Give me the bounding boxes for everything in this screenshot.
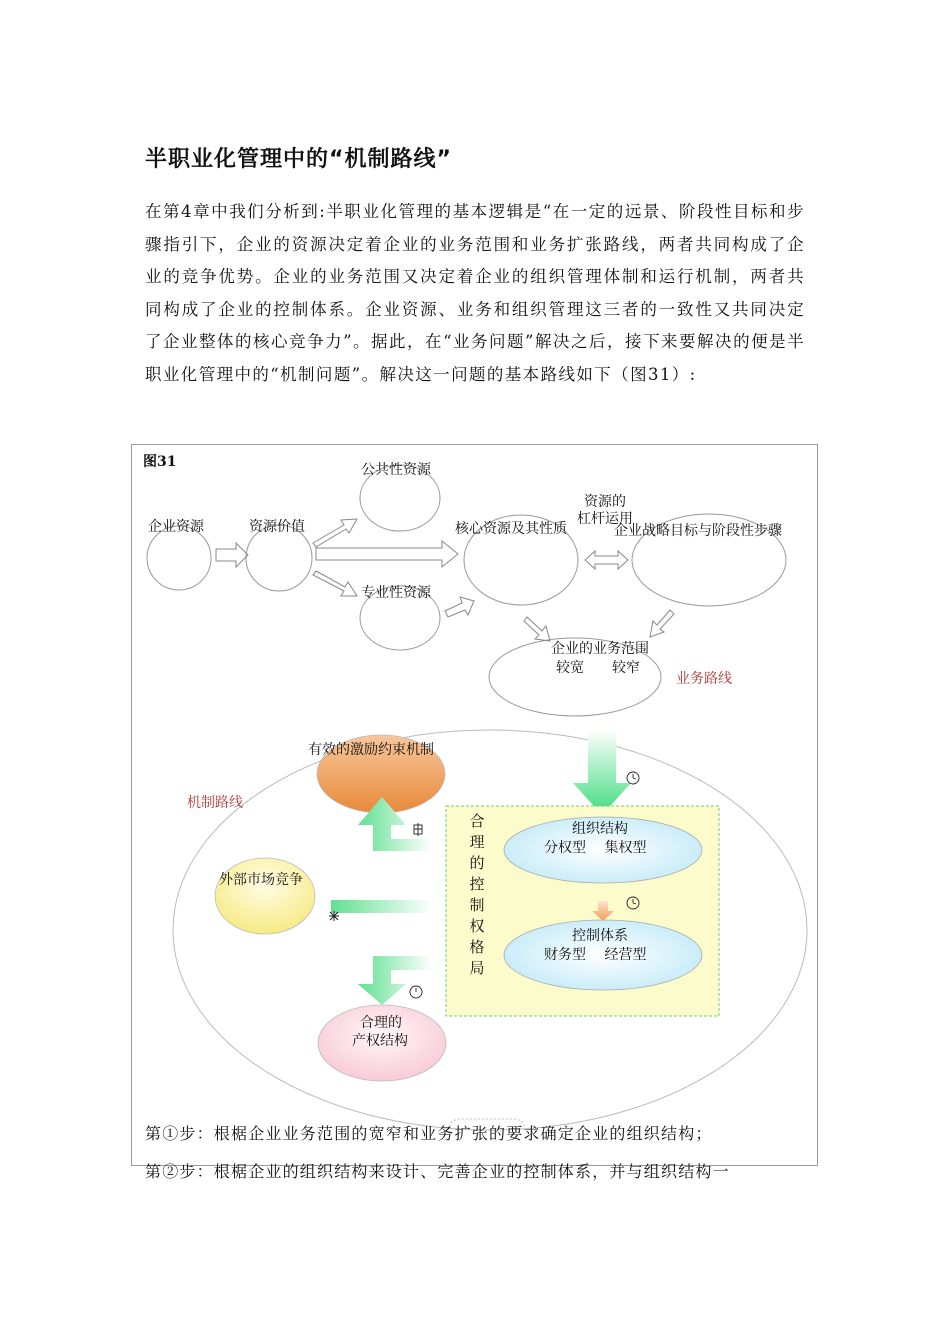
label-property-1: 合理的 [360,1015,402,1031]
step-prefix: 第 [145,1124,163,1143]
figure-31 [131,444,818,1166]
label-leverage-2: 杠杆运用 [577,511,633,527]
page-title: 半职业化管理中的“机制路线” [145,147,452,172]
step-number: ② [162,1162,180,1181]
step-text: 步：根椐企业的组织结构来设计、完善企业的控制体系，并与组织结构一 [179,1162,730,1181]
arrow-hollow [216,543,248,567]
arrow-hollow [445,597,474,617]
arrow-business-to-org [573,729,631,815]
step-mark-icon [410,986,422,998]
step-mark-icon [414,823,422,836]
label-property-2: 产权结构 [352,1033,408,1049]
step-number: ① [162,1124,180,1143]
step-prefix: 第 [145,1162,163,1181]
step-text: 步：根椐企业业务范围的宽窄和业务扩张的要求确定企业的组织结构； [179,1124,713,1143]
label-market: 外部市场竞争 [219,872,303,888]
label-org-structure-1: 组织结构 [572,821,628,837]
label-business-route: 业务路线 [676,671,732,687]
step-1-line [145,1121,713,1144]
label-special-resources: 专业性资源 [361,585,431,601]
label-org-structure-2: 分权型 集权型 [544,840,647,856]
label-incentive: 有效的激励约束机制 [308,742,434,758]
label-business-scope-1: 企业的业务范围 [551,641,649,657]
label-enterprise-resources: 企业资源 [148,519,204,535]
arrow-hollow [524,617,550,641]
ellipse-market [215,858,315,934]
step-mark-icon [627,772,639,784]
label-public-resources: 公共性资源 [361,462,431,478]
step-2-line [145,1159,730,1182]
label-mechanism-route: 机制路线 [187,795,243,811]
label-control-system-1: 控制体系 [572,928,628,944]
arrow-hollow-double [585,551,628,569]
arrow-hollow [313,519,357,547]
label-core-resources: 核心资源及其性质 [455,521,567,537]
label-control-system-2: 财务型 经营型 [544,947,647,963]
step-mark-icon [329,911,339,921]
arrow-hollow [650,610,674,637]
label-control-pattern: 合理的控制权格局 [469,812,485,977]
arrow-hollow [313,571,357,596]
arrow-hollow [316,541,458,567]
arrow-to-market [331,900,432,913]
label-leverage-1: 资源的 [584,494,626,510]
arrow-to-property [358,956,432,1005]
body-paragraph: 在第4章中我们分析到:半职业化管理的基本逻辑是“在一定的远景、阶段性目标和步骤指引下，企业的资源决定着企业的业务范围和业务扩张路线，两者共同构成了企业的竞争优势。企业的业务范围又决定着企业的组织管理体制和运行机制，两者共同构成了企业的控制体系。企业资源、业务和组织管理这三者的一致性又共同决定了企业整体的核心竞争力”。据此，在“业务问题”解决之后，接下来要解决的便是半职业化管理中的“机制问题”。解决这一问题的基本路线如下（图31）: [145,202,805,384]
label-resource-value: 资源价值 [249,519,305,535]
label-strategy-goal: 企业战略目标与阶段性步骤 [614,523,782,539]
label-business-scope-2: 较宽 较窄 [556,660,640,676]
figure-caption: 图31 [143,454,177,470]
